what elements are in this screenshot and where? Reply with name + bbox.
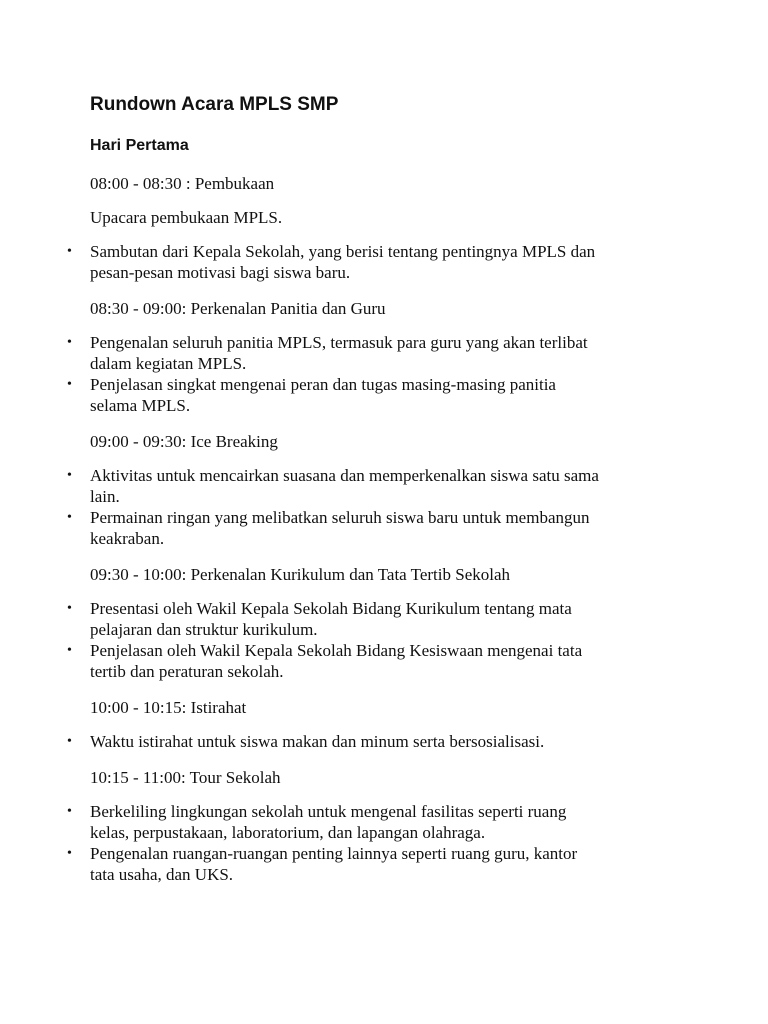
list-item [90, 507, 690, 549]
schedule-time-heading: 10:15 - 11:00: Tour Sekolah [90, 768, 281, 787]
bullet-list [90, 465, 690, 549]
list-item [90, 598, 690, 640]
list-item-line: • Sambutan dari Kepala Sekolah, yang berisi tentang pentingnya MPLS dan [90, 242, 596, 261]
schedule-time-heading: 09:00 - 09:30: Ice Breaking [90, 432, 278, 451]
document-title: Rundown Acara MPLS SMP [90, 94, 339, 115]
list-item [90, 843, 690, 885]
bullet-list [90, 598, 690, 682]
list-item [90, 801, 690, 843]
list-item-line: pelajaran dan struktur kurikulum. [90, 620, 318, 639]
list-item-line: kelas, perpustakaan, laboratorium, dan lapangan olahraga. [90, 823, 486, 842]
list-item-line: • Permainan ringan yang melibatkan seluruh siswa baru untuk membangun [90, 508, 590, 527]
list-item [90, 332, 690, 374]
list-item-line: • Penjelasan singkat mengenai peran dan tugas masing-masing panitia [90, 375, 556, 394]
list-item [90, 640, 690, 682]
list-item-line: • Penjelasan oleh Wakil Kepala Sekolah Bidang Kesiswaan mengenai tata [90, 641, 583, 660]
paragraph: Upacara pembukaan MPLS. [90, 208, 283, 227]
schedule-time-heading: 09:30 - 10:00: Perkenalan Kurikulum dan Tata Tertib Sekolah [90, 565, 511, 584]
list-item-line: dalam kegiatan MPLS. [90, 354, 247, 373]
list-item-line: • Berkeliling lingkungan sekolah untuk mengenal fasilitas seperti ruang [90, 802, 567, 821]
list-item-line: keakraban. [90, 529, 165, 548]
list-item [90, 465, 690, 507]
list-item-line: • Presentasi oleh Wakil Kepala Sekolah Bidang Kurikulum tentang mata [90, 599, 572, 618]
schedule-time-heading: 08:00 - 08:30 : Pembukaan [90, 174, 275, 193]
schedule-time-heading: 10:00 - 10:15: Istirahat [90, 698, 247, 717]
schedule-time-heading: 08:30 - 09:00: Perkenalan Panitia dan Guru [90, 299, 386, 318]
list-item [90, 241, 690, 283]
list-item-line: • Pengenalan ruangan-ruangan penting lainnya seperti ruang guru, kantor [90, 844, 578, 863]
list-item [90, 374, 690, 416]
document-body [90, 173, 690, 885]
bullet-list [90, 332, 690, 416]
day-heading: Hari Pertama [90, 137, 189, 154]
bullet-list [90, 731, 690, 752]
list-item-line: • Aktivitas untuk mencairkan suasana dan memperkenalkan siswa satu sama [90, 466, 599, 485]
list-item-line: lain. [90, 487, 120, 506]
list-item-line: pesan-pesan motivasi bagi siswa baru. [90, 263, 351, 282]
bullet-list [90, 801, 690, 885]
list-item-line: tata usaha, dan UKS. [90, 865, 234, 884]
bullet-list [90, 241, 690, 283]
list-item-line: • Waktu istirahat untuk siswa makan dan minum serta bersosialisasi. [90, 732, 545, 751]
list-item [90, 731, 690, 752]
list-item-line: • Pengenalan seluruh panitia MPLS, termasuk para guru yang akan terlibat [90, 333, 588, 352]
list-item-line: selama MPLS. [90, 396, 191, 415]
list-item-line: tertib dan peraturan sekolah. [90, 662, 284, 681]
